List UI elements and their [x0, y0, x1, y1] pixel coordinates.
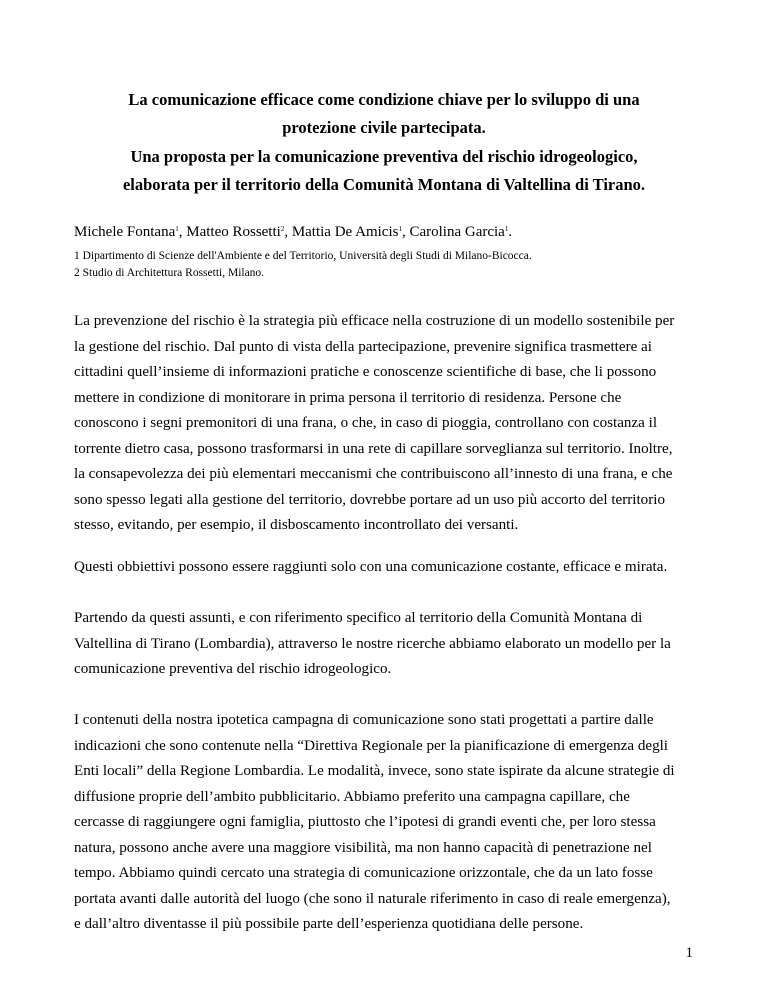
author-separator: . [508, 224, 513, 240]
text-line: comunicazione preventiva del rischio idrogeologico. [74, 661, 392, 677]
text-line: I contenuti della nostra ipotetica campagna di comunicazione sono stati progettati a partire dalle [74, 712, 654, 728]
text-line: portata avanti dalle autorità del luogo (che sono il naturale riferimento in caso di reale emergenza), [74, 890, 671, 907]
text-line: Valtellina di Tirano (Lombardia), attraverso le nostre ricerche abbiamo elaborato un modello per la [74, 635, 671, 652]
document-title [74, 86, 694, 199]
affiliation-line: 1 Dipartimento di Scienze dell'Ambiente e del Territorio, Università degli Studi di Milano-Bicocca. [74, 250, 532, 262]
text-line: tempo. Abbiamo quindi cercato una strategia di comunicazione orizzontale, che da un lato fosse [74, 865, 653, 881]
text-line: mettere in condizione di monitorare in prima persona il territorio di residenza. Persone che [74, 389, 622, 406]
title-line: Una proposta per la comunicazione preventiva del rischio idrogeologico, [130, 146, 638, 166]
text-line: cittadini quell’insieme di informazioni pratiche e conoscenze scientifiche di base, che li possono [74, 364, 657, 380]
text-line: natura, possono anche avere una maggiore visibilità, ma non hanno capacità di penetrazione nel [74, 839, 652, 856]
author-name: Carolina Garcia [409, 224, 505, 240]
author-separator: , [401, 224, 410, 240]
text-line: la gestione del rischio. Dal punto di vista della partecipazione, prevenire significa trasmettere ai [74, 338, 652, 355]
affiliation-mark: 1 [398, 225, 402, 233]
text-line: Partendo da questi assunti, e con riferimento specifico al territorio della Comunità Montana di [74, 610, 643, 626]
text-line: conoscono i segni premonitori di una frana, o che, in caso di pioggia, controllano con costanza il [74, 415, 658, 431]
author-name: Matteo Rossetti [186, 224, 281, 240]
title-line: La comunicazione efficace come condizione chiave per lo sviluppo di una [128, 90, 640, 109]
paragraph [74, 708, 704, 938]
page-number: 1 [685, 945, 693, 961]
author-name: Michele Fontana [74, 224, 176, 240]
affiliation-line: 2 Studio di Architettura Rossetti, Milano. [74, 267, 265, 279]
affiliation-mark: 1 [175, 225, 179, 233]
text-line: cercasse di raggiungere ogni famiglia, piuttosto che l’ipotesi di grandi eventi che, per loro stessa [74, 814, 656, 830]
text-line: la consapevolezza dei più elementari meccanismi che contribuiscono all’innesto di una frana, e che [74, 466, 673, 482]
text-line: stesso, evitando, per esempio, il disboscamento incontrollato dei versanti. [74, 517, 519, 533]
paragraph [74, 309, 704, 539]
text-line: Enti locali” della Regione Lombardia. Le modalità, invece, sono state ispirate da alcune strategie di [74, 763, 675, 779]
author-list [74, 222, 512, 242]
affiliation-mark: 2 [280, 225, 285, 233]
paragraph [74, 555, 704, 581]
text-line: La prevenzione del rischio è la strategia più efficace nella costruzione di un modello sostenibile per [74, 313, 675, 329]
author-separator: , [178, 224, 187, 240]
affiliation-mark: 1 [504, 225, 509, 233]
text-line: indicazioni che sono contenute nella “Direttiva Regionale per la pianificazione di emergenza degli [74, 737, 668, 754]
title-line: protezione civile partecipata. [282, 118, 486, 138]
text-line: diffusione proprie dell’ambito pubblicitario. Abbiamo preferito una campagna capillare, che [74, 788, 630, 805]
author-name: Mattia De Amicis [291, 224, 399, 240]
author-separator: , [284, 224, 292, 240]
text-line: Questi obbiettivi possono essere raggiunti solo con una comunicazione costante, efficace e mirata. [74, 559, 668, 575]
text-line: sono spesso legati alla gestione del territorio, dovrebbe portare ad un uso più accorto del territorio [74, 491, 665, 508]
text-line: e dall’altro diventasse il più possibile parte dell’esperienza quotidiana delle persone. [74, 916, 584, 932]
title-line: elaborata per il territorio della Comunità Montana di Valtellina di Tirano. [122, 174, 646, 194]
text-line: torrente dietro casa, possono trasformarsi in una rete di capillare sorveglianza sul territorio. Inoltre, [74, 440, 673, 457]
paragraph [74, 606, 704, 683]
